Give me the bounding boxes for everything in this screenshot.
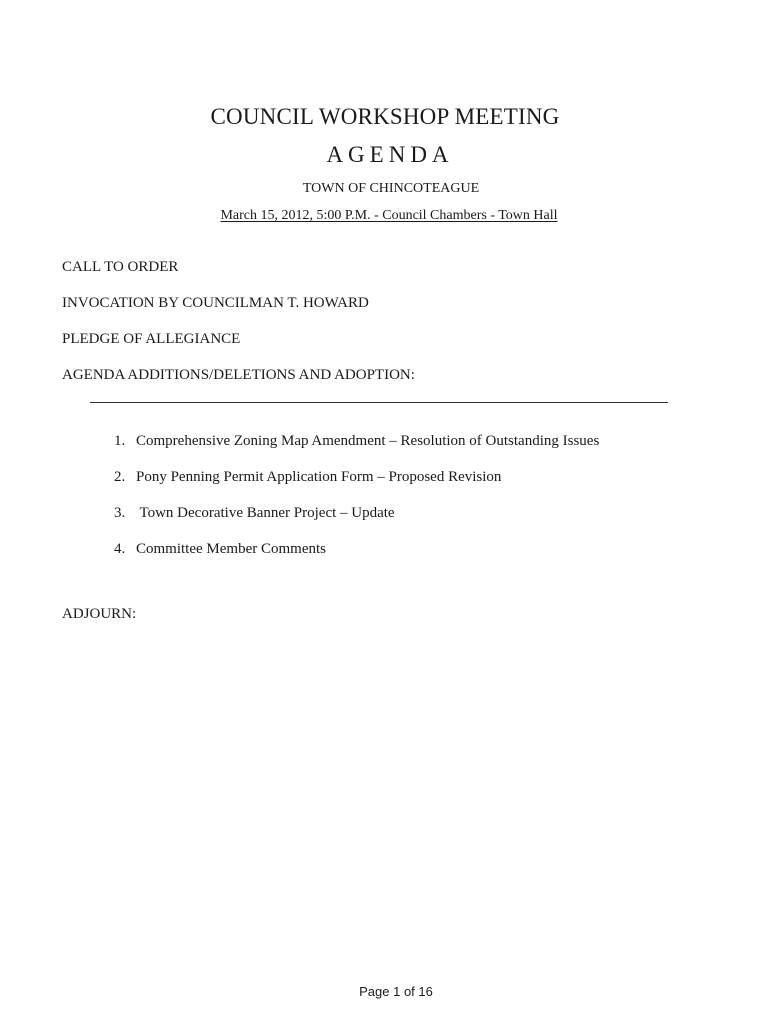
agenda-item-text: Committee Member Comments — [136, 541, 326, 557]
agenda-additions-heading: AGENDA ADDITIONS/DELETIONS AND ADOPTION: — [62, 367, 415, 383]
agenda-item-number: 4. — [114, 541, 126, 557]
agenda-item-1 — [114, 433, 599, 450]
adjourn: ADJOURN: — [62, 606, 137, 622]
agenda-item-text: Town Decorative Banner Project – Update — [136, 505, 395, 521]
agenda-item-3 — [114, 505, 395, 522]
meeting-date-location — [0, 208, 770, 224]
pledge-of-allegiance: PLEDGE OF ALLEGIANCE — [62, 331, 241, 347]
page-number: Page 1 of 16 — [359, 984, 433, 999]
meeting-date-location-text: March 15, 2012, 5:00 P.M. - Council Chambers - Town Hall — [220, 208, 558, 223]
agenda-item-number: 2. — [114, 469, 126, 485]
section-divider — [90, 402, 668, 403]
town-name: TOWN OF CHINCOTEAGUE — [302, 181, 480, 196]
meeting-title: COUNCIL WORKSHOP MEETING — [210, 104, 560, 129]
invocation: INVOCATION BY COUNCILMAN T. HOWARD — [62, 295, 369, 311]
agenda-heading: AGENDA — [326, 142, 454, 167]
agenda-item-4 — [114, 541, 326, 558]
agenda-item-text: Pony Penning Permit Application Form – Proposed Revision — [136, 469, 502, 485]
call-to-order: CALL TO ORDER — [62, 259, 179, 275]
agenda-item-2 — [114, 469, 501, 486]
agenda-item-number: 3. — [114, 505, 126, 521]
agenda-item-text: Comprehensive Zoning Map Amendment – Resolution of Outstanding Issues — [136, 433, 600, 449]
agenda-item-number: 1. — [114, 433, 126, 449]
